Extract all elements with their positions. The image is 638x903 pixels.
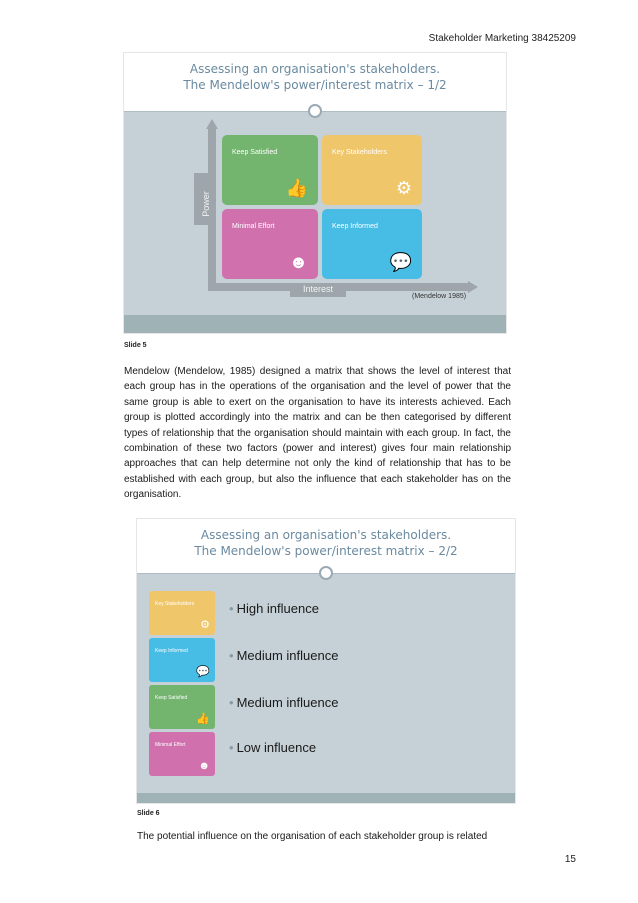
slide-5 bbox=[124, 53, 506, 333]
divider-ring-icon bbox=[319, 566, 333, 580]
bullet-text: Low influence bbox=[236, 740, 317, 755]
card-keep-informed bbox=[149, 638, 215, 682]
slide-title-area bbox=[137, 519, 515, 573]
card-label: Minimal Effort bbox=[155, 742, 186, 748]
thumbs-up-icon: 👍 bbox=[196, 713, 210, 725]
slide-6 bbox=[137, 519, 515, 803]
arrow-right-icon bbox=[468, 281, 478, 293]
arrow-up-icon bbox=[206, 119, 218, 129]
quadrant-keep-satisfied bbox=[222, 135, 318, 205]
slide-footer-band bbox=[137, 793, 515, 803]
quadrant-label: Keep Satisfied bbox=[232, 149, 278, 156]
quadrant-key-stakeholders bbox=[322, 135, 422, 205]
head-icon: ☻ bbox=[289, 252, 308, 272]
bullet-text: High influence bbox=[236, 601, 319, 616]
gears-icon: ⚙ bbox=[395, 178, 412, 198]
divider-ring-icon bbox=[308, 104, 322, 118]
interest-axis-label: Interest bbox=[302, 284, 333, 294]
slide-title-line-1: Assessing an organisation's stakeholders. bbox=[200, 528, 452, 542]
thumbs-up-icon: 👍 bbox=[285, 178, 308, 198]
page-header: Stakeholder Marketing 38425209 bbox=[428, 33, 576, 44]
bullet-low-influence bbox=[229, 740, 316, 755]
bullet-dot-icon: • bbox=[229, 601, 234, 616]
bullet-high-influence bbox=[229, 601, 319, 616]
head-icon: ☻ bbox=[198, 760, 210, 772]
bullet-text: Medium influence bbox=[236, 695, 339, 710]
bottom-paragraph: The potential influence on the organisation of each stakeholder group is related bbox=[137, 831, 488, 842]
card-label: Keep Satisfied bbox=[155, 695, 188, 701]
bullet-text: Medium influence bbox=[236, 648, 339, 663]
bullet-medium-influence bbox=[229, 695, 338, 710]
gears-icon: ⚙ bbox=[200, 619, 210, 631]
speech-bubbles-icon: 💬 bbox=[196, 666, 210, 678]
card-label: Keep Informed bbox=[155, 648, 188, 654]
speech-bubbles-icon: 💬 bbox=[389, 252, 412, 272]
power-axis-label: Power bbox=[201, 191, 211, 217]
quadrant-keep-informed bbox=[322, 209, 422, 279]
card-label: Key Stakeholders bbox=[155, 601, 195, 607]
page-number: 15 bbox=[564, 854, 576, 865]
quadrant-minimal-effort bbox=[222, 209, 318, 279]
slide-title-line-2: The Mendelow's power/interest matrix – 2/2 bbox=[194, 544, 458, 558]
bullet-dot-icon: • bbox=[229, 648, 234, 663]
slide-title-area bbox=[124, 53, 506, 111]
quadrant-label: Keep Informed bbox=[332, 223, 378, 230]
slide-title-line-2: The Mendelow's power/interest matrix – 1/2 bbox=[183, 78, 447, 92]
slide-6-caption: Slide 6 bbox=[137, 810, 160, 817]
citation: (Mendelow 1985) bbox=[412, 293, 467, 300]
slide-footer-band bbox=[124, 315, 506, 333]
card-minimal-effort bbox=[149, 732, 215, 776]
slide-title-line-1: Assessing an organisation's stakeholders. bbox=[189, 62, 441, 76]
card-keep-satisfied bbox=[149, 685, 215, 729]
quadrant-label: Minimal Effort bbox=[232, 223, 275, 230]
bullet-medium-influence bbox=[229, 648, 338, 663]
bullet-dot-icon: • bbox=[229, 695, 234, 710]
card-key-stakeholders bbox=[149, 591, 215, 635]
bullet-dot-icon: • bbox=[229, 740, 234, 755]
slide-5-caption: Slide 5 bbox=[124, 342, 147, 349]
body-paragraph: Mendelow (Mendelow, 1985) designed a matrix that shows the level of interest that each group has in the operations of the organisation and the level of power that the same group is able to exert on the organisation to have its interests achieved. Each group is plotted accordingly into the matrix and can be then categorised by different types of relationship that the organisation should maintain with each group. In fact, the combination of these two factors (power and interest) gives four main relationship approaches that can help determine not only the kind of relationship that has to be established with each group, but also the influence that each stakeholder has on the organisation. bbox=[124, 366, 511, 501]
quadrant-label: Key Stakeholders bbox=[332, 149, 387, 156]
